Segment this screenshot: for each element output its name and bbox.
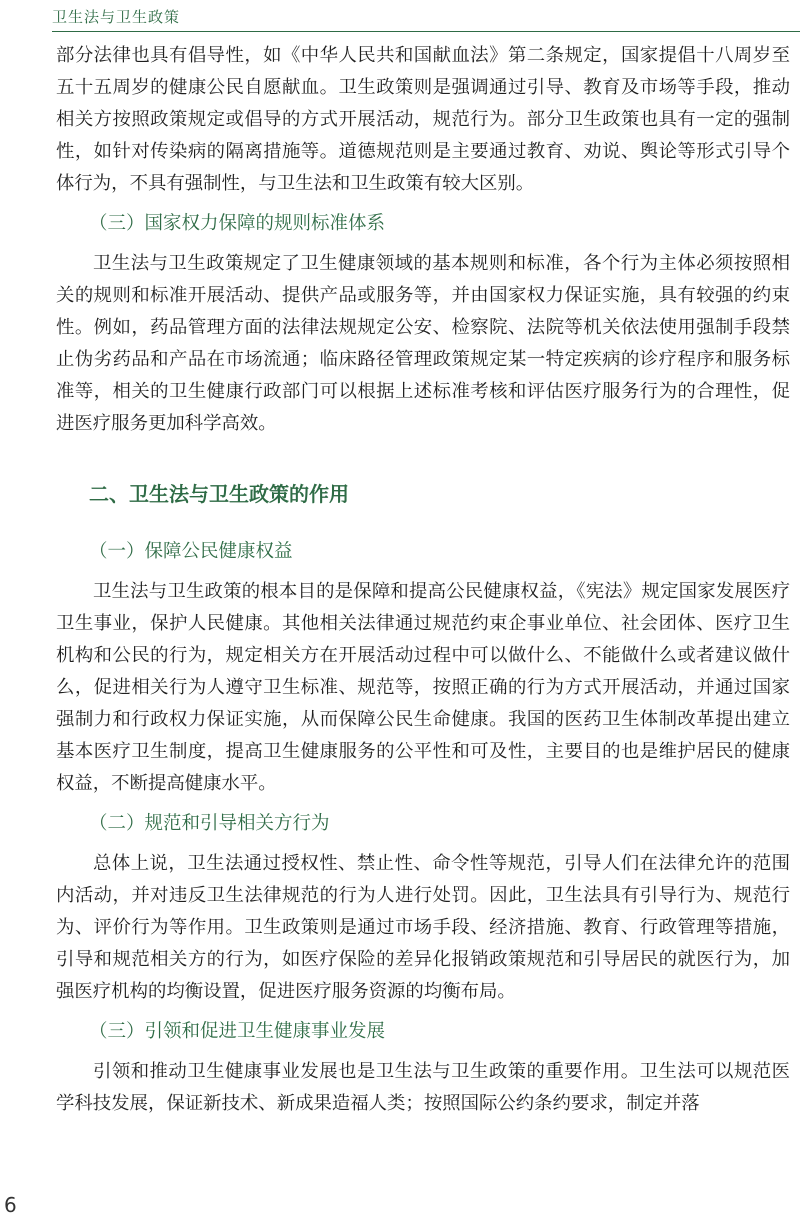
paragraph-rules-standards: 卫生法与卫生政策规定了卫生健康领域的基本规则和标准，各个行为主体必须按照相关的规则和标准开展活动、提供产品或服务等，并由国家权力保证实施，具有较强的约束性。例如，药品管理方面的法律法规规定公安、检察院、法院等机关依法使用强制手段禁止伪劣药品和产品在市场流通；临床路径管理政策规定某一特定疾病的诊疗程序和服务标准等，相关的卫生健康行政部门可以根据上述标准考核和评估医疗服务行为的合理性，促进医疗服务更加科学高效。 <box>56 253 790 434</box>
header-divider <box>52 31 800 32</box>
subsection-heading-promote-development: （三）引领和促进卫生健康事业发展 <box>89 1021 386 1042</box>
paragraph-health-rights: 卫生法与卫生政策的根本目的是保障和提高公民健康权益，《宪法》规定国家发展医疗卫生事业，保护人民健康。其他相关法律通过规范约束企事业单位、社会团体、医疗卫生机构和公民的行为，规定相关方在开展活动过程中可以做什么、不能做什么或者建议做什么，促进相关行为人遵守卫生标准、规范等，按照正确的行为方式开展活动，并通过国家强制力和行政权力保证实施，从而保障公民生命健康。我国的医药卫生体制改革提出建立基本医疗卫生制度，提高卫生健康服务的公平性和可及性，主要目的也是维护居民的健康权益，不断提高健康水平。 <box>56 581 790 794</box>
paragraph-regulate-behavior: 总体上说，卫生法通过授权性、禁止性、命令性等规范，引导人们在法律允许的范围内活动，并对违反卫生法律规范的行为人进行处罚。因此，卫生法具有引导行为、规范行为、评价行为等作用。卫生政策则是通过市场手段、经济措施、教育、行政管理等措施，引导和规范相关方的行为，如医疗保险的差异化报销政策规范和引导居民的就医行为，加强医疗机构的均衡设置，促进医疗服务资源的均衡布局。 <box>56 853 790 1002</box>
running-header <box>0 0 800 34</box>
subsection-heading-rules-standards: （三）国家权力保障的规则标准体系 <box>89 213 386 234</box>
paragraph-promote-development: 引领和推动卫生健康事业发展也是卫生法与卫生政策的重要作用。卫生法可以规范医学科技发展，保证新技术、新成果造福人类；按照国际公约条约要求，制定并落 <box>56 1061 790 1114</box>
page-body <box>56 40 790 1120</box>
subsection-heading-health-rights: （一）保障公民健康权益 <box>89 541 293 562</box>
section-heading-functions: 二、卫生法与卫生政策的作用 <box>89 482 349 506</box>
page-number: 6 <box>4 1193 17 1217</box>
running-header-title: 卫生法与卫生政策 <box>52 8 181 26</box>
paragraph-continued: 部分法律也具有倡导性，如《中华人民共和国献血法》第二条规定，国家提倡十八周岁至五十五周岁的健康公民自愿献血。卫生政策则是强调通过引导、教育及市场等手段，推动相关方按照政策规定或倡导的方式开展活动，规范行为。部分卫生政策也具有一定的强制性，如针对传染病的隔离措施等。道德规范则是主要通过教育、劝说、舆论等形式引导个体行为，不具有强制性，与卫生法和卫生政策有较大区别。 <box>56 45 790 194</box>
subsection-heading-regulate-behavior: （二）规范和引导相关方行为 <box>89 813 330 834</box>
